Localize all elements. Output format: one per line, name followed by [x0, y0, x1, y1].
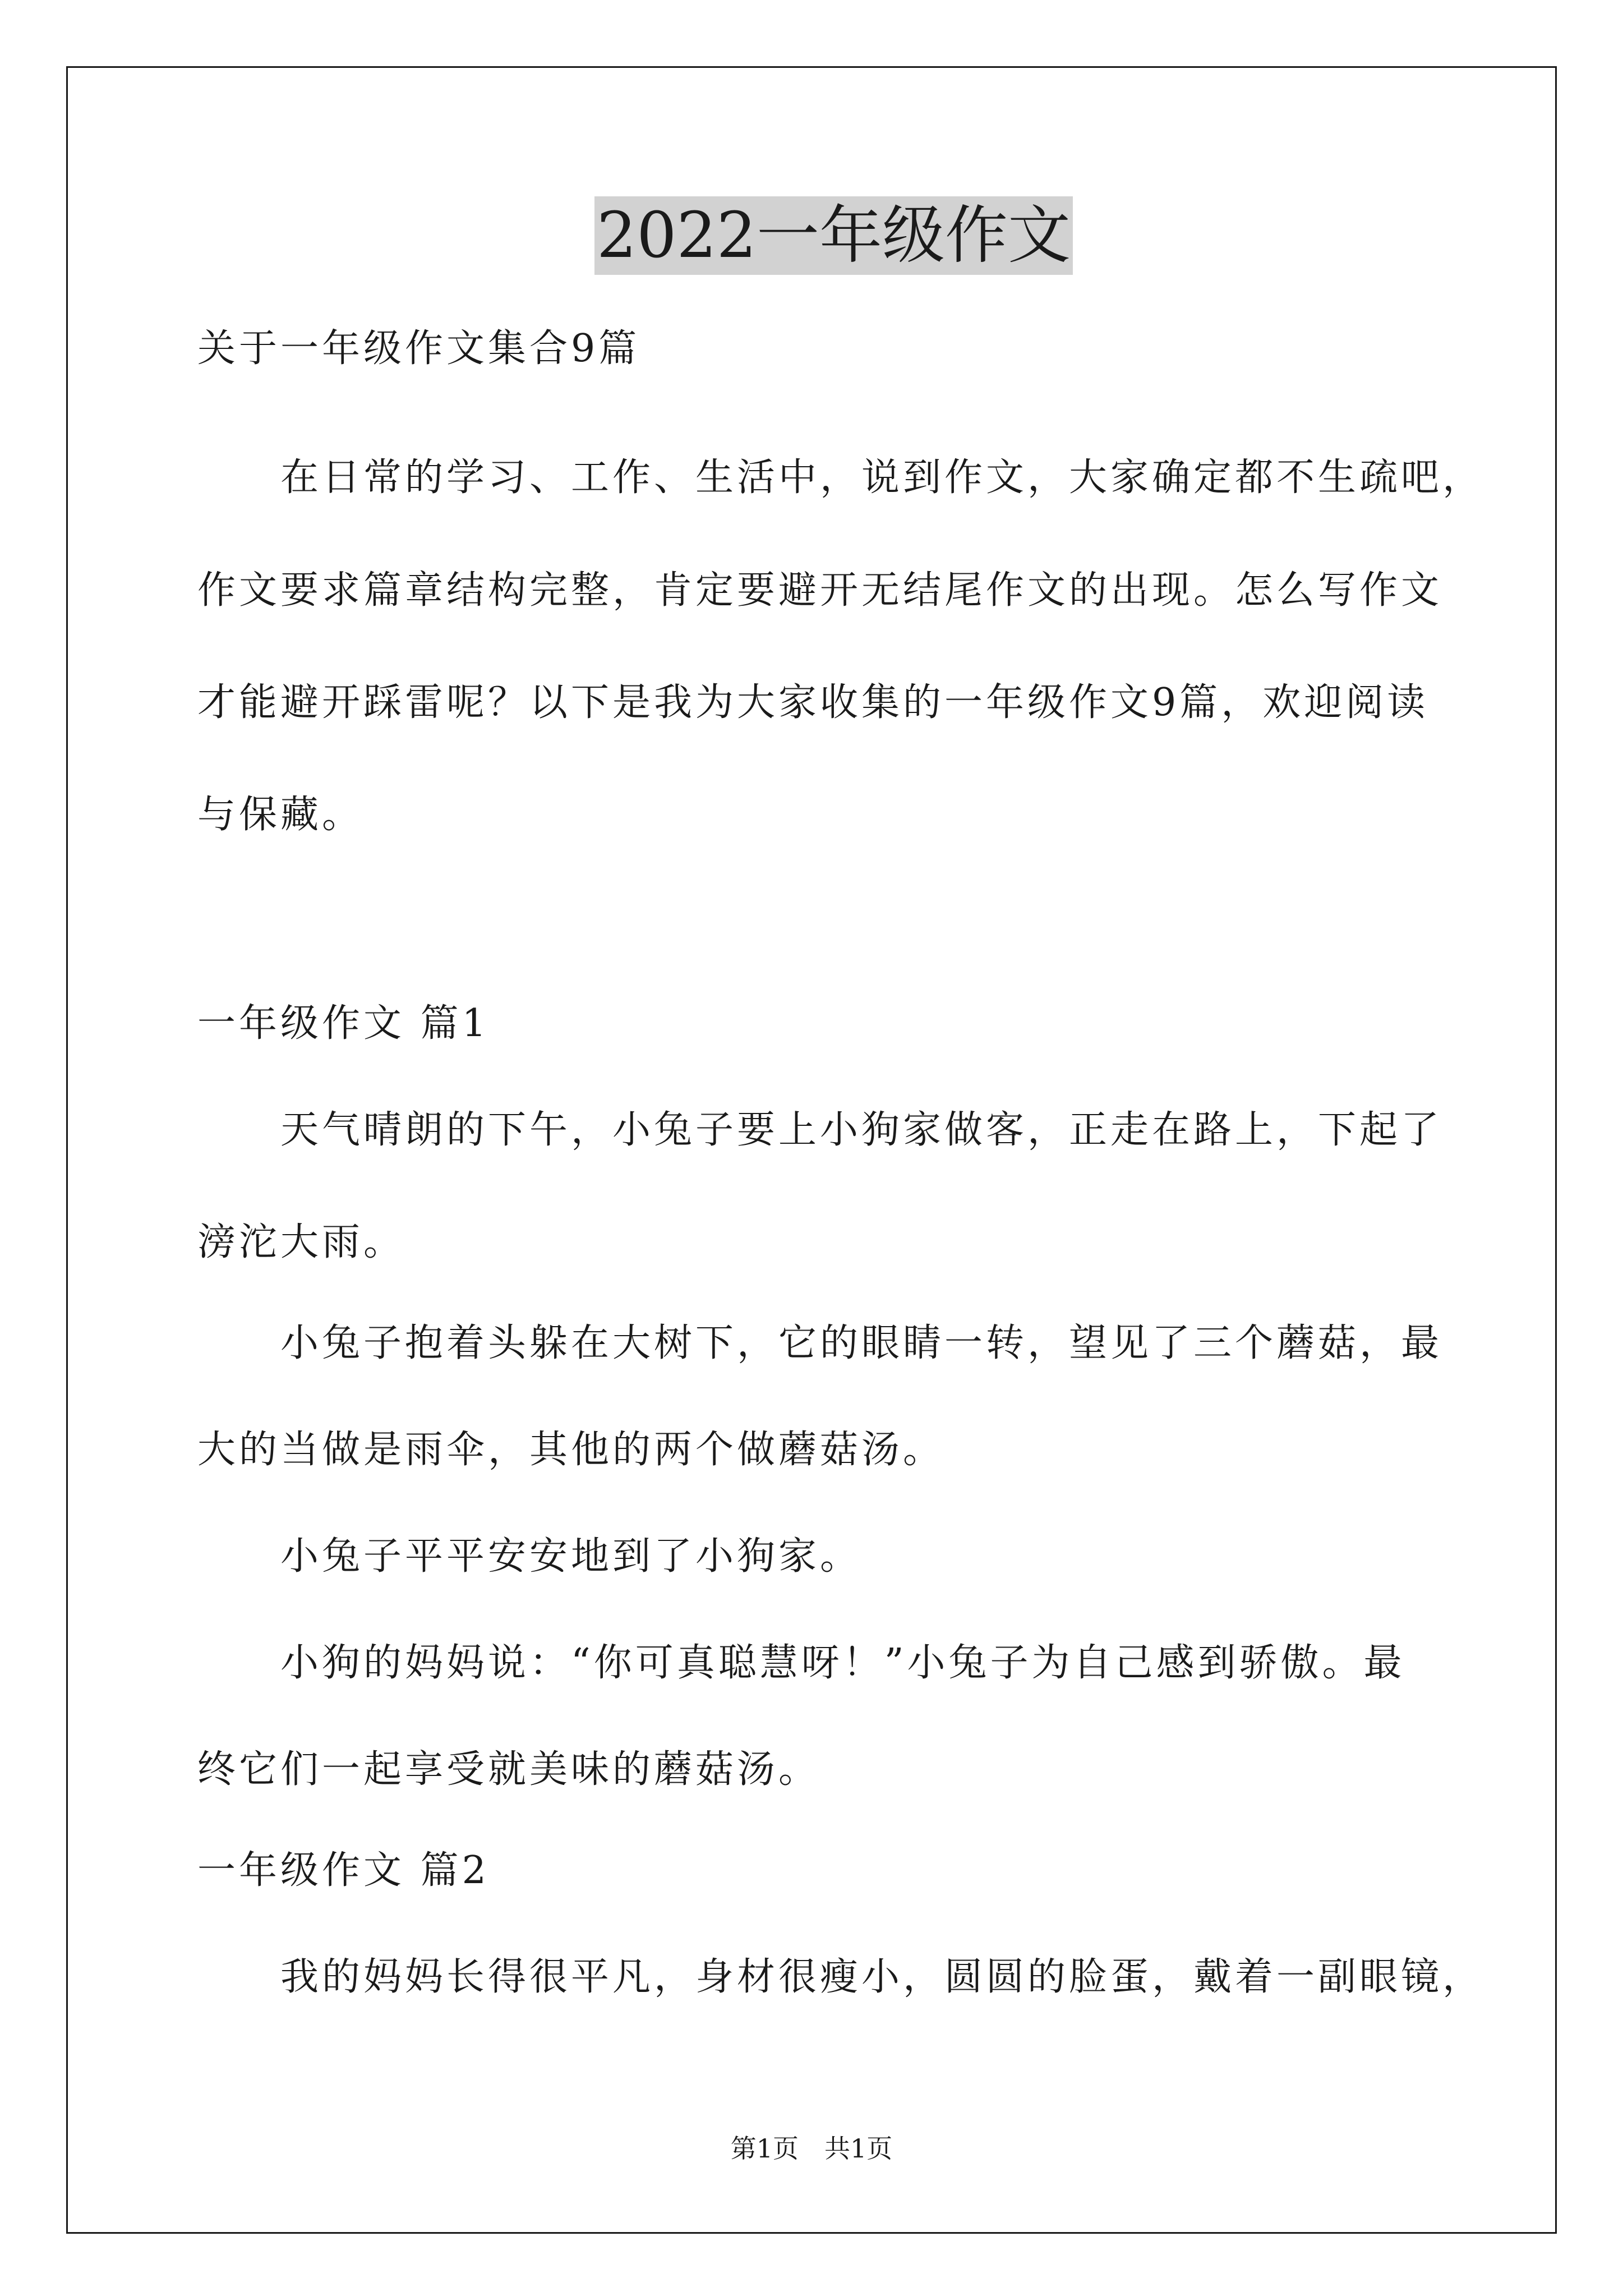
paragraph-line: 小狗的妈妈说：“你可真聪慧呀！”小兔子为自己感到骄傲。最 [197, 1641, 1405, 1685]
page-footer: 第1页 共1页 [730, 2133, 893, 2164]
paragraph-line: 才能避开踩雷呢？以下是我为大家收集的一年级作文9篇，欢迎阅读 [197, 680, 1429, 725]
paragraph-line: 小兔子平平安安地到了小狗家。 [197, 1534, 862, 1579]
paragraph-line: 作文要求篇章结构完整，肯定要避开无结尾作文的出现。怎么写作文 [197, 568, 1443, 613]
paragraph-line: 终它们一起享受就美味的蘑菇汤。 [197, 1747, 820, 1792]
intro-heading: 关于一年级作文集合9篇 [197, 326, 640, 371]
paragraph-line: 滂沱大雨。 [197, 1220, 405, 1264]
paragraph-line: 天气晴朗的下午，小兔子要上小狗家做客，正走在路上，下起了 [197, 1108, 1443, 1152]
section-heading-1: 一年级作文 篇1 [197, 1001, 490, 1046]
section-heading-2: 一年级作文 篇2 [197, 1848, 490, 1893]
paragraph-line: 小兔子抱着头躲在大树下，它的眼睛一转，望见了三个蘑菇，最 [197, 1321, 1443, 1365]
paragraph-line: 我的妈妈长得很平凡，身材很瘦小，圆圆的脸蛋，戴着一副眼镜， [197, 1955, 1484, 1999]
document-title: 2022一年级作文 [594, 196, 1073, 275]
paragraph-line: 大的当做是雨伞，其他的两个做蘑菇汤。 [197, 1428, 945, 1472]
paragraph-line: 在日常的学习、工作、生活中，说到作文，大家确定都不生疏吧， [197, 455, 1484, 500]
paragraph-line: 与保藏。 [197, 793, 364, 837]
